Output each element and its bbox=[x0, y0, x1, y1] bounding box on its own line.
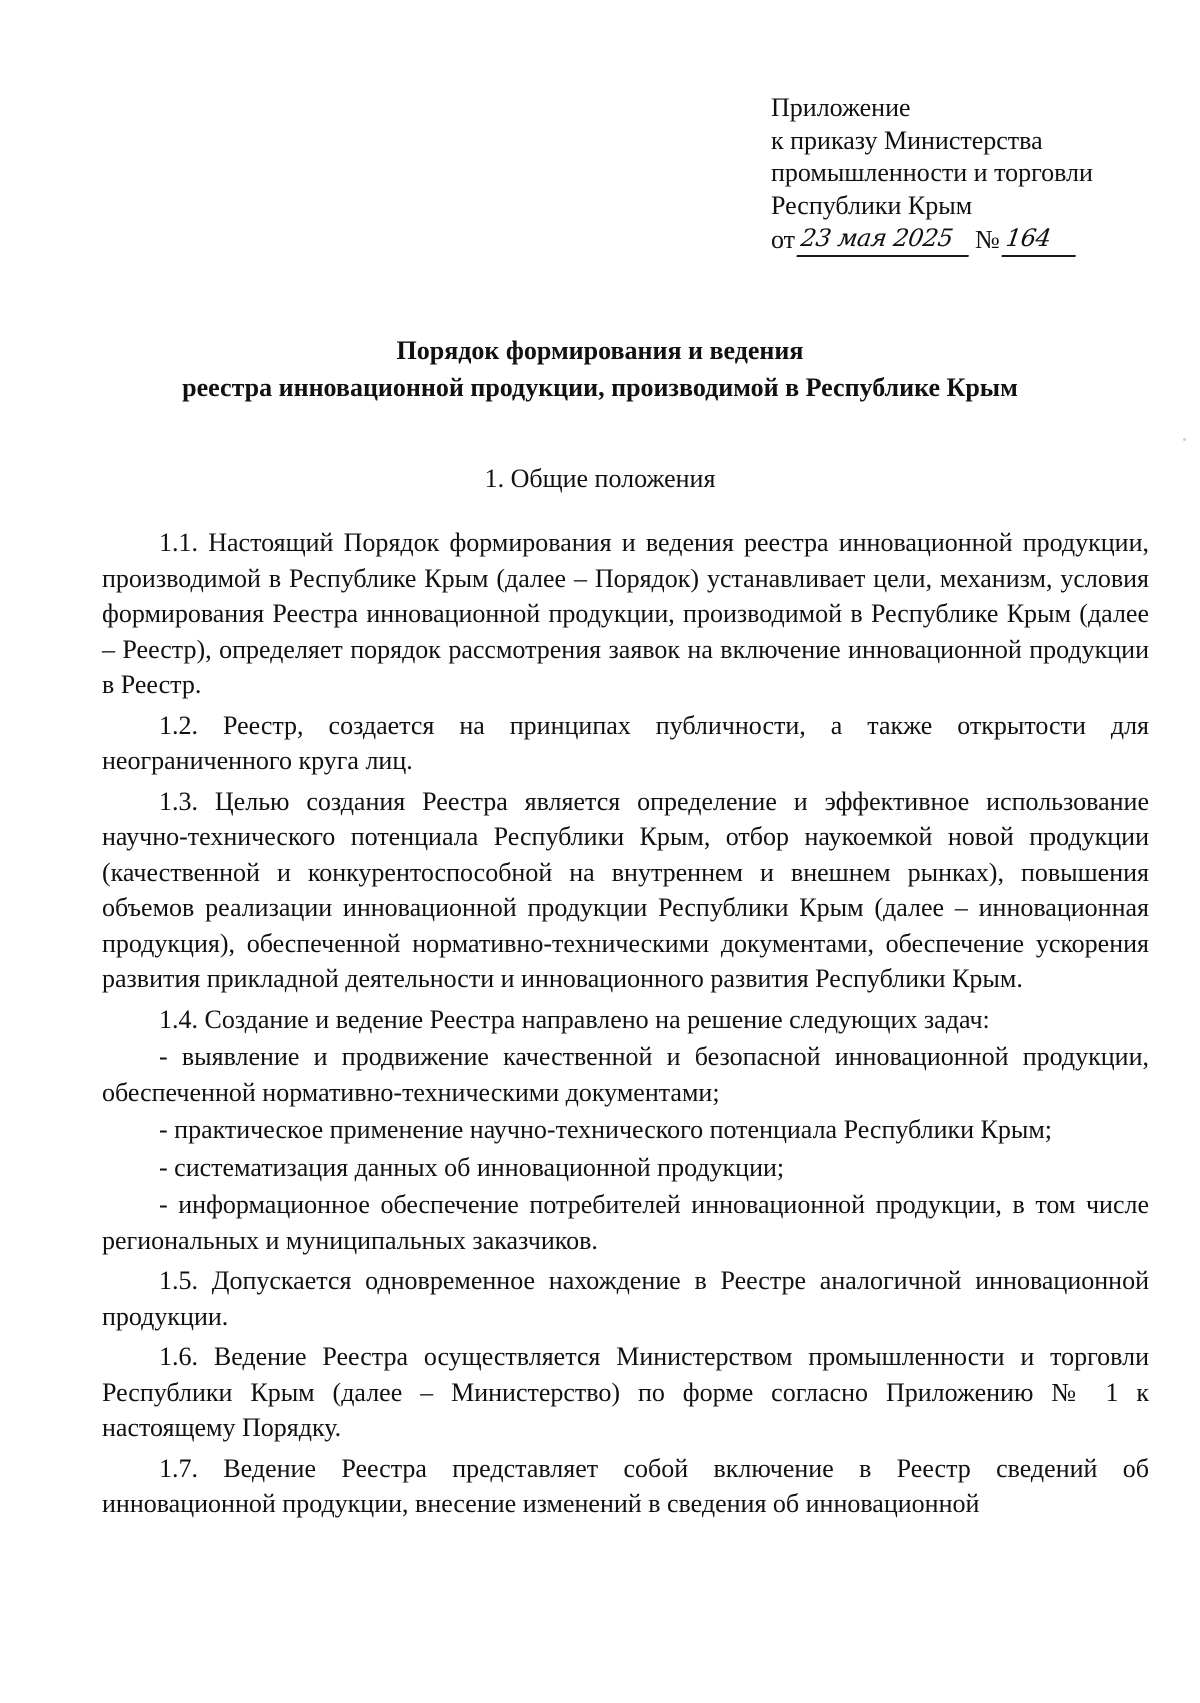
handwritten-date: 23 мая 2025 bbox=[797, 222, 974, 257]
date-prefix: от bbox=[771, 225, 796, 254]
paragraph-1-3: 1.3. Целью создания Реестра является определение и эффективное использование научно-технического потенциала Республики Крым, отбор наукоемкой новой продукции (качественной и конкурентоспособной на внутреннем и внешнем рынках), повышения объемов реализации инновационной продукции Республики Крым (далее – инновационная продукция), обеспеченной нормативно-техническими документами, обеспечение ускорения развития прикладной деятельности и инновационного развития Республики Крым. bbox=[102, 786, 1149, 993]
approval-block bbox=[771, 92, 1151, 257]
paragraph-1-6: 1.6. Ведение Реестра осуществляется Министерством промышленности и торговли Республики Крым (далее – Министерство) по форме согласно Приложению № 1 к настоящему Порядку. bbox=[102, 1342, 1149, 1442]
title-line-1: Порядок формирования и ведения bbox=[396, 336, 804, 365]
document-body bbox=[102, 525, 1149, 1527]
scan-artifact bbox=[1183, 438, 1186, 441]
list-item: - информационное обеспечение потребителей инновационной продукции, в том числе региональных и муниципальных заказчиков. bbox=[102, 1190, 1149, 1255]
paragraph-1-1: 1.1. Настоящий Порядок формирования и ведения реестра инновационной продукции, производимой в Республике Крым (далее – Порядок) устанавливает цели, механизм, условия формирования Реестра инновационной продукции, производимой в Республике Крым (далее – Реестр), определяет порядок рассмотрения заявок на включение инновационной продукции в Реестр. bbox=[102, 528, 1149, 699]
paragraph-1-2: 1.2. Реестр, создается на принципах публичности, а также открытости для неограниченного круга лиц. bbox=[102, 710, 1149, 775]
list-item: - систематизация данных об инновационной продукции; bbox=[159, 1152, 785, 1182]
list-item: - выявление и продвижение качественной и безопасной инновационной продукции, обеспеченной нормативно-техническими документами; bbox=[102, 1042, 1149, 1107]
section-heading: 1. Общие положения bbox=[484, 464, 716, 493]
title-line-2: реестра инновационной продукции, производимой в Республике Крым bbox=[182, 373, 1018, 402]
document-title bbox=[100, 332, 1100, 406]
number-sign: № bbox=[975, 225, 1000, 254]
approval-date-line bbox=[771, 222, 1151, 257]
approval-line-annex: Приложение bbox=[771, 93, 911, 122]
paragraph-1-5: 1.5. Допускается одновременное нахождение в Реестре аналогичной инновационной продукции. bbox=[102, 1266, 1149, 1331]
handwritten-number: 164 bbox=[1001, 222, 1080, 257]
approval-line-ministry: промышленности и торговли bbox=[771, 158, 1093, 187]
list-item: - практическое применение научно-технического потенциала Республики Крым; bbox=[159, 1115, 1053, 1144]
paragraph-1-4: 1.4. Создание и ведение Реестра направлено на решение следующих задач: bbox=[159, 1004, 990, 1034]
paragraph-1-7: 1.7. Ведение Реестра представляет собой включение в Реестр сведений об инновационной продукции, внесение изменений в сведения об инновационной bbox=[102, 1453, 1149, 1518]
approval-line-republic: Республики Крым bbox=[771, 190, 973, 220]
approval-line-order: к приказу Министерства bbox=[771, 125, 1043, 155]
